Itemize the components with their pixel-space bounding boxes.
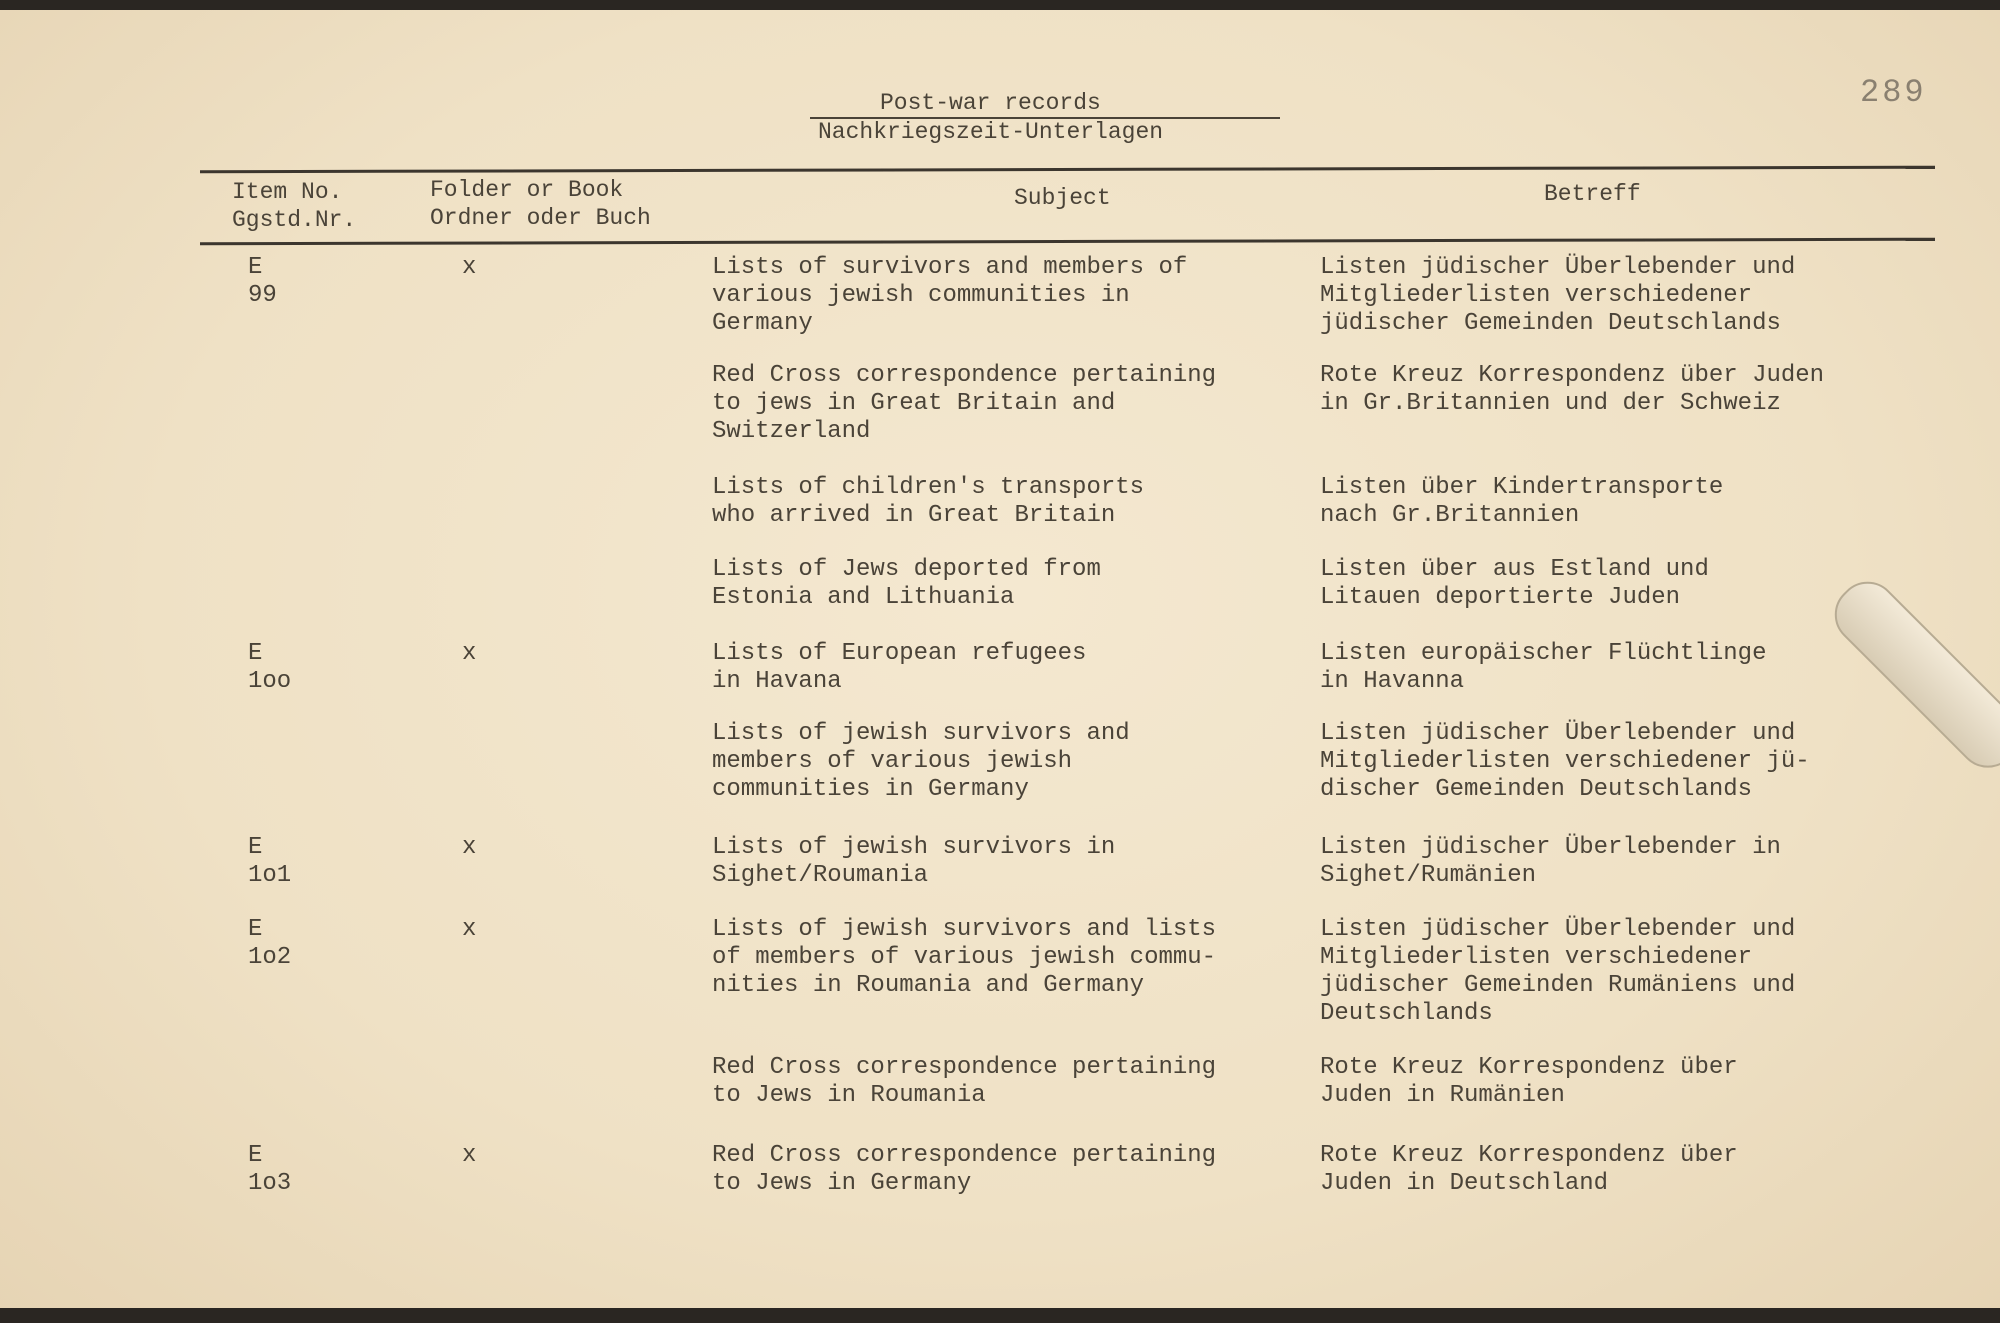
table-top-rule — [200, 166, 1935, 174]
folder-mark: x — [462, 254, 477, 281]
subject-text: Lists of survivors and members of various jewish communities in Germany — [712, 254, 1188, 337]
betreff-text: Listen über aus Estland und Litauen deportierte Juden — [1320, 556, 1709, 611]
subject-text: Lists of children's transports who arrived in Great Britain — [712, 474, 1145, 529]
scan-top-edge — [0, 0, 2000, 10]
column-header-betreff: Betreff — [1544, 181, 1641, 207]
betreff-text: Listen europäischer Flüchtlinge in Havanna — [1320, 640, 1767, 695]
column-header-folder: Folder or Book Ordner oder Buch — [430, 177, 651, 231]
subject-text: Red Cross correspondence pertaining to Jews in Roumania — [712, 1054, 1217, 1109]
subject-text: Lists of Jews deported from Estonia and Lithuania — [712, 556, 1101, 611]
betreff-text: Rote Kreuz Korrespondenz über Juden in Gr.Britannien und der Schweiz — [1320, 362, 1825, 417]
header-title-de: Nachkriegszeit-Unterlagen — [810, 117, 1280, 146]
betreff-text: Listen jüdischer Überlebender und Mitgliederlisten verschiedener jü- discher Gemeinden Deutschlands — [1320, 720, 1810, 803]
item-number: E 1oo — [248, 640, 292, 695]
betreff-text: Rote Kreuz Korrespondenz über Juden in Rumänien — [1320, 1054, 1738, 1109]
subject-text: Red Cross correspondence pertaining to Jews in Germany — [712, 1142, 1217, 1197]
item-number: E 99 — [248, 254, 277, 309]
betreff-text: Listen jüdischer Überlebender und Mitgliederlisten verschiedener jüdischer Gemeinden Rumäniens und Deutschlands — [1320, 916, 1796, 1027]
folder-mark: x — [462, 834, 477, 861]
betreff-text: Rote Kreuz Korrespondenz über Juden in Deutschland — [1320, 1142, 1738, 1197]
betreff-text: Listen jüdischer Überlebender in Sighet/Rumänien — [1320, 834, 1781, 889]
scan-bottom-edge — [0, 1308, 2000, 1323]
table-header-rule — [200, 238, 1935, 246]
column-header-subject: Subject — [1014, 185, 1111, 211]
header-title-en: Post-war records — [880, 90, 1101, 116]
folder-mark: x — [462, 916, 477, 943]
item-number: E 1o1 — [248, 834, 292, 889]
item-number: E 1o2 — [248, 916, 292, 971]
subject-text: Lists of jewish survivors and members of various jewish communities in Germany — [712, 720, 1130, 803]
subject-text: Red Cross correspondence pertaining to jews in Great Britain and Switzerland — [712, 362, 1217, 445]
document-header — [810, 90, 1280, 146]
column-header-item: Item No. Ggstd.Nr. — [232, 179, 357, 233]
subject-text: Lists of jewish survivors in Sighet/Roumania — [712, 834, 1116, 889]
page-number: 289 — [1860, 74, 1927, 111]
folder-mark: x — [462, 1142, 477, 1169]
betreff-text: Listen jüdischer Überlebender und Mitgliederlisten verschiedener jüdischer Gemeinden Deutschlands — [1320, 254, 1796, 337]
subject-text: Lists of European refugees in Havana — [712, 640, 1087, 695]
folder-mark: x — [462, 640, 477, 667]
subject-text: Lists of jewish survivors and lists of members of various jewish commu- nities in Roumania and Germany — [712, 916, 1217, 999]
betreff-text: Listen über Kindertransporte nach Gr.Britannien — [1320, 474, 1724, 529]
item-number: E 1o3 — [248, 1142, 292, 1197]
